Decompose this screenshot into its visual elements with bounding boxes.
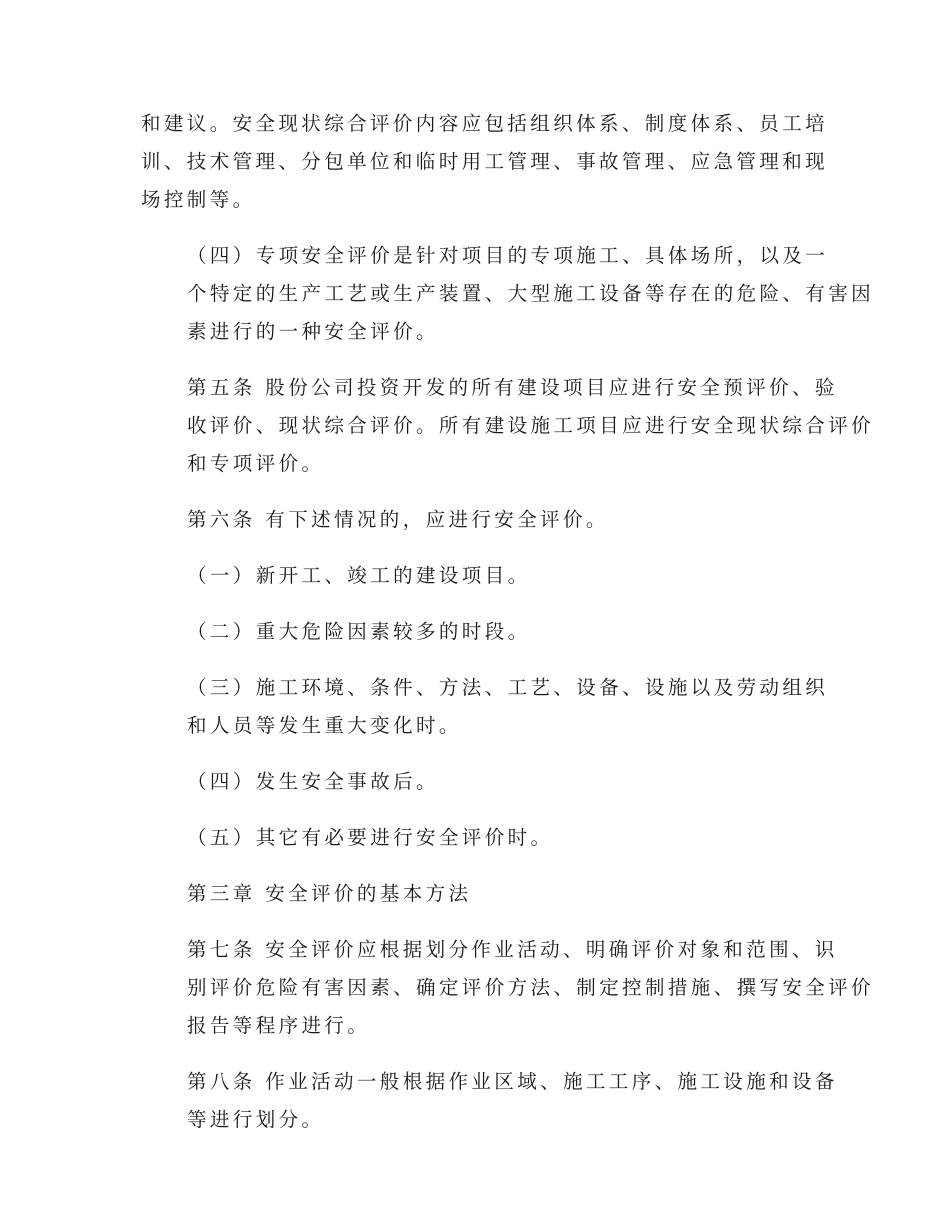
paragraph — [141, 669, 829, 745]
paragraph — [141, 369, 875, 483]
paragraph-line: 和专项评价。 — [187, 452, 325, 475]
paragraph-line: （四）专项安全评价是针对项目的专项施工、具体场所，以及一 — [187, 244, 829, 267]
paragraph-line: 和人员等发生重大变化时。 — [187, 714, 462, 737]
document-body — [141, 105, 875, 1157]
paragraph-line: 素进行的一种安全评价。 — [187, 320, 439, 343]
paragraph-line: 第七条 安全评价应根据划分作业活动、明确评价对象和范围、识 — [187, 938, 838, 961]
paragraph-line: 场控制等。 — [141, 188, 256, 211]
paragraph — [141, 1063, 838, 1139]
paragraph — [141, 875, 806, 913]
paragraph-line: （四）发生安全事故后。 — [187, 770, 439, 793]
paragraph-line: 第八条 作业活动一般根据作业区域、施工工序、施工设施和设备 — [187, 1070, 838, 1093]
paragraph-line: 别评价危险有害因素、确定评价方法、制定控制措施、撰写安全评价 — [187, 976, 875, 999]
paragraph — [141, 931, 875, 1045]
paragraph — [141, 237, 875, 351]
paragraph-line: 个特定的生产工艺或生产装置、大型施工设备等存在的危险、有害因 — [187, 282, 875, 305]
paragraph — [141, 105, 829, 219]
paragraph-line: 收评价、现状综合评价。所有建设施工项目应进行安全现状综合评价 — [187, 414, 875, 437]
paragraph-line: （三）施工环境、条件、方法、工艺、设备、设施以及劳动组织 — [187, 676, 829, 699]
paragraph-line: 和建议。安全现状综合评价内容应包括组织体系、制度体系、员工培 — [141, 112, 829, 135]
paragraph-line: 等进行划分。 — [187, 1108, 325, 1131]
paragraph-line: 第六条 有下述情况的，应进行安全评价。 — [187, 508, 609, 531]
paragraph-line: （一）新开工、竣工的建设项目。 — [187, 564, 531, 587]
paragraph-line: 第三章 安全评价的基本方法 — [187, 882, 472, 905]
paragraph-line: （二）重大危险因素较多的时段。 — [187, 620, 531, 643]
paragraph — [141, 819, 806, 857]
paragraph-line: （五）其它有必要进行安全评价时。 — [187, 826, 554, 849]
paragraph — [141, 763, 806, 801]
paragraph — [141, 501, 806, 539]
paragraph-line: 训、技术管理、分包单位和临时用工管理、事故管理、应急管理和现 — [141, 150, 829, 173]
paragraph — [141, 557, 806, 595]
paragraph — [141, 613, 806, 651]
paragraph-line: 第五条 股份公司投资开发的所有建设项目应进行安全预评价、验 — [187, 376, 838, 399]
paragraph-line: 报告等程序进行。 — [187, 1014, 371, 1037]
